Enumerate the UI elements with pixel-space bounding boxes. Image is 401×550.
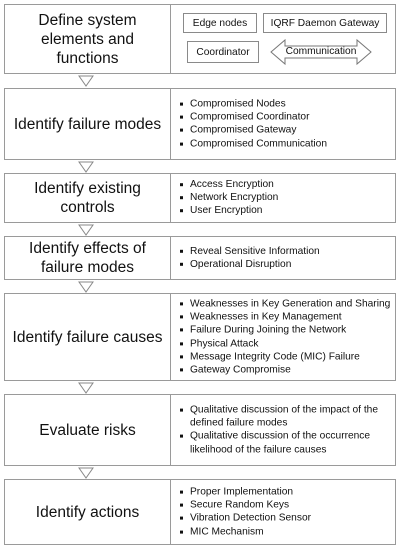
list-item: Failure During Joining the Network xyxy=(179,324,391,337)
element-gateway: IQRF Daemon Gateway xyxy=(263,13,387,33)
effects-list xyxy=(179,245,391,271)
list-item: Operational Disruption xyxy=(179,258,391,271)
step-title-failure-causes: Identify failure causes xyxy=(5,294,171,380)
step-row-failure-modes xyxy=(4,88,396,160)
step-row-define xyxy=(4,4,396,74)
list-item: Message Integrity Code (MIC) Failure xyxy=(179,350,391,363)
existing-controls-list xyxy=(179,178,391,218)
list-item: Access Encryption xyxy=(179,178,391,191)
step-row-actions xyxy=(4,479,396,545)
list-item: Physical Attack xyxy=(179,337,391,350)
actions-list xyxy=(179,486,391,539)
list-item: Qualitative discussion of the occurrence likelihood of the failure causes xyxy=(179,430,391,456)
list-item: Proper Implementation xyxy=(179,486,391,499)
list-item: Weaknesses in Key Generation and Sharing xyxy=(179,297,391,310)
flow-arrow-icon xyxy=(78,382,94,394)
list-item: Gateway Compromise xyxy=(179,363,391,376)
failure-modes-list xyxy=(179,98,391,151)
flow-arrow-icon xyxy=(78,75,94,87)
step-title-effects: Identify effects of failure modes xyxy=(5,237,171,279)
list-item: Compromised Nodes xyxy=(179,98,391,111)
step-row-existing-controls xyxy=(4,173,396,223)
failure-causes-list xyxy=(179,297,391,376)
list-item: Vibration Detection Sensor xyxy=(179,512,391,525)
step-title-actions: Identify actions xyxy=(5,480,171,544)
list-item: Qualitative discussion of the impact of the defined failure modes xyxy=(179,404,391,430)
list-item: User Encryption xyxy=(179,205,391,218)
element-communication: Communication xyxy=(285,46,357,57)
element-coordinator: Coordinator xyxy=(187,41,259,63)
list-item: Compromised Coordinator xyxy=(179,111,391,124)
list-item: Network Encryption xyxy=(179,191,391,204)
list-item: Weaknesses in Key Management xyxy=(179,311,391,324)
step-row-evaluate-risks xyxy=(4,394,396,466)
step-title-failure-modes: Identify failure modes xyxy=(5,89,171,159)
flow-arrow-icon xyxy=(78,467,94,479)
list-item: Compromised Gateway xyxy=(179,124,391,137)
list-item: MIC Mechanism xyxy=(179,525,391,538)
step-row-effects xyxy=(4,236,396,280)
list-item: Secure Random Keys xyxy=(179,499,391,512)
list-item: Compromised Communication xyxy=(179,137,391,150)
flow-arrow-icon xyxy=(78,161,94,173)
step-title-evaluate-risks: Evaluate risks xyxy=(5,395,171,465)
step-title-define: Define system elements and functions xyxy=(5,5,171,73)
element-edge-nodes: Edge nodes xyxy=(183,13,257,33)
evaluate-risks-list xyxy=(179,404,391,457)
step-row-failure-causes xyxy=(4,293,396,381)
step-title-existing-controls: Identify existing controls xyxy=(5,174,171,222)
flow-arrow-icon xyxy=(78,224,94,236)
list-item: Reveal Sensitive Information xyxy=(179,245,391,258)
flow-arrow-icon xyxy=(78,281,94,293)
